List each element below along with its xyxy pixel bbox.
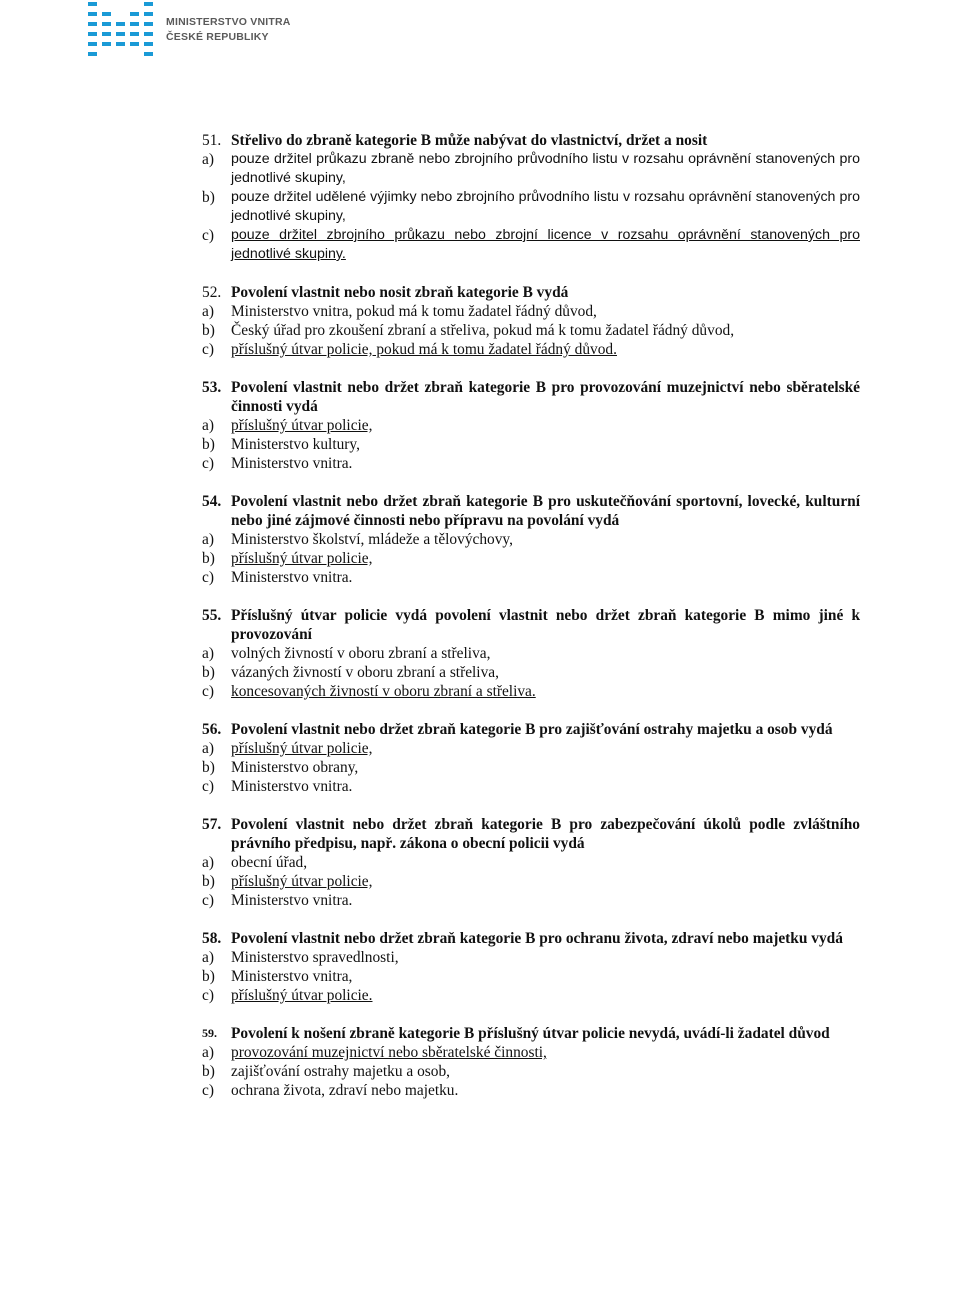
question-list <box>202 131 860 1119</box>
answer-text: pouze držitel udělené výjimky nebo zbrojního průvodního listu v rozsahu oprávnění stanovených pro jednotlivé skupiny, <box>231 189 860 224</box>
logo-line-1: MINISTERSTVO VNITRA <box>166 16 291 28</box>
logo-bar <box>88 42 97 46</box>
answer-letter: b) <box>202 1063 215 1080</box>
answer-option <box>202 530 860 549</box>
question-item <box>202 131 860 264</box>
question-text: Střelivo do zbraně kategorie B může nabývat do vlastnictví, držet a nosit <box>231 132 708 149</box>
answer-text: Ministerstvo kultury, <box>231 436 360 453</box>
answer-text: vázaných živností v oboru zbraní a střeliva, <box>231 664 499 681</box>
question-number: 56. <box>202 721 222 738</box>
question-number: 58. <box>202 930 222 947</box>
answer-option <box>202 454 860 473</box>
answer-text: Ministerstvo vnitra, <box>231 968 353 985</box>
logo-bar <box>102 22 111 26</box>
question-number: 55. <box>202 607 222 624</box>
answer-option <box>202 1081 860 1100</box>
answer-text: ochrana života, zdraví nebo majetku. <box>231 1082 459 1099</box>
logo-bars-icon <box>86 0 162 66</box>
logo-bar <box>116 32 125 36</box>
answer-text-correct: příslušný útvar policie, <box>231 550 373 567</box>
answer-text: obecní úřad, <box>231 854 308 871</box>
question-heading <box>202 1024 860 1043</box>
answer-text: Ministerstvo spravedlnosti, <box>231 949 399 966</box>
answer-text: Ministerstvo vnitra. <box>231 569 353 586</box>
question-text: Povolení vlastnit nebo držet zbraň kategorie B pro zabezpečování úkolů podle zvláštního právního předpisu, např. zákona o obecní policii vydá <box>231 816 860 852</box>
logo-line-2: ČESKÉ REPUBLIKY <box>166 31 269 43</box>
question-heading <box>202 815 860 853</box>
question-number: 54. <box>202 493 222 510</box>
answer-text: pouze držitel průkazu zbraně nebo zbrojního průvodního listu v rozsahu oprávnění stanovených pro jednotlivé skupiny, <box>231 151 860 186</box>
answer-option <box>202 967 860 986</box>
answer-letter: a) <box>202 1044 214 1061</box>
answer-text: Ministerstvo vnitra. <box>231 892 353 909</box>
question-item <box>202 815 860 910</box>
answer-option <box>202 302 860 321</box>
logo-bar <box>116 22 125 26</box>
answer-letter: c) <box>202 987 214 1004</box>
answer-letter: a) <box>202 854 214 871</box>
answer-option <box>202 226 860 264</box>
answer-letter: a) <box>202 645 214 662</box>
answer-letter: c) <box>202 892 214 909</box>
answer-option <box>202 435 860 454</box>
answer-letter: c) <box>202 455 214 472</box>
answer-option <box>202 416 860 435</box>
question-number: 59. <box>202 1026 217 1040</box>
answer-option <box>202 853 860 872</box>
question-number: 51. <box>202 132 222 149</box>
question-heading <box>202 492 860 530</box>
answer-option <box>202 682 860 701</box>
question-heading <box>202 378 860 416</box>
answer-letter: a) <box>202 740 214 757</box>
answer-text-correct: koncesovaných živností v oboru zbraní a střeliva. <box>231 683 536 700</box>
question-text: Povolení vlastnit nebo držet zbraň kategorie B pro provozování muzejnictví nebo sběratelské činnosti vydá <box>231 379 860 415</box>
logo-bar <box>88 12 97 16</box>
answer-option <box>202 872 860 891</box>
answer-letter: a) <box>202 303 214 320</box>
answer-letter: a) <box>202 531 214 548</box>
answer-letter: b) <box>202 759 215 776</box>
answer-text: Ministerstvo vnitra. <box>231 455 353 472</box>
answer-text-correct: příslušný útvar policie, pokud má k tomu žadatel řádný důvod. <box>231 341 617 358</box>
answer-option <box>202 1062 860 1081</box>
answer-text-correct: příslušný útvar policie, <box>231 417 373 434</box>
question-item <box>202 929 860 1005</box>
question-heading <box>202 720 860 739</box>
answer-letter: b) <box>202 436 215 453</box>
logo-bar <box>102 42 111 46</box>
question-item <box>202 492 860 587</box>
logo-bar <box>130 12 139 16</box>
answer-letter: c) <box>202 778 214 795</box>
answer-letter: a) <box>202 151 214 168</box>
answer-letter: b) <box>202 550 215 567</box>
answer-letter: a) <box>202 417 214 434</box>
answer-letter: c) <box>202 227 214 244</box>
answer-text-correct: příslušný útvar policie, <box>231 740 373 757</box>
answer-option <box>202 986 860 1005</box>
question-number: 53. <box>202 379 222 396</box>
answer-text: Ministerstvo vnitra. <box>231 778 353 795</box>
question-heading <box>202 283 860 302</box>
answer-text: Ministerstvo vnitra, pokud má k tomu žadatel řádný důvod, <box>231 303 597 320</box>
logo-bar <box>144 32 153 36</box>
logo-bar <box>144 12 153 16</box>
logo-bar <box>144 52 153 56</box>
answer-letter: a) <box>202 949 214 966</box>
answer-text-correct: pouze držitel zbrojního průkazu nebo zbrojní licence v rozsahu oprávnění stanovených pro jednotlivé skupiny. <box>231 227 860 262</box>
logo-bar <box>130 32 139 36</box>
answer-text: Český úřad pro zkoušení zbraní a střeliva, pokud má k tomu žadatel řádný důvod, <box>231 322 735 339</box>
answer-letter: c) <box>202 341 214 358</box>
question-text: Povolení k nošení zbraně kategorie B příslušný útvar policie nevydá, uvádí-li žadatel důvod <box>231 1025 830 1042</box>
logo-bar <box>116 42 125 46</box>
logo-bar <box>88 22 97 26</box>
logo-bar <box>144 22 153 26</box>
logo-text <box>166 15 291 45</box>
answer-letter: b) <box>202 664 215 681</box>
answer-option <box>202 758 860 777</box>
question-text: Příslušný útvar policie vydá povolení vlastnit nebo držet zbraň kategorie B mimo jiné k provozování <box>231 607 860 643</box>
answer-letter: c) <box>202 569 214 586</box>
logo-bar <box>144 42 153 46</box>
question-heading <box>202 606 860 644</box>
answer-text-correct: provozování muzejnictví nebo sběratelské činnosti, <box>231 1044 547 1061</box>
question-item <box>202 1024 860 1100</box>
answer-text: volných živností v oboru zbraní a střeliva, <box>231 645 491 662</box>
logo-bar <box>88 52 97 56</box>
logo-bar <box>102 32 111 36</box>
answer-option <box>202 150 860 188</box>
logo-bar <box>88 2 97 6</box>
question-item <box>202 378 860 473</box>
answer-option <box>202 549 860 568</box>
answer-letter: c) <box>202 1082 214 1099</box>
question-item <box>202 720 860 796</box>
question-text: Povolení vlastnit nebo držet zbraň kategorie B pro ochranu života, zdraví nebo majetku vydá <box>231 930 843 947</box>
logo-bar <box>88 32 97 36</box>
logo-bar <box>144 2 153 6</box>
answer-text: Ministerstvo obrany, <box>231 759 359 776</box>
question-heading <box>202 131 860 150</box>
answer-option <box>202 644 860 663</box>
question-item <box>202 283 860 359</box>
answer-option <box>202 188 860 226</box>
answer-option <box>202 777 860 796</box>
answer-option <box>202 1043 860 1062</box>
answer-text-correct: příslušný útvar policie. <box>231 987 373 1004</box>
answer-option <box>202 663 860 682</box>
question-number: 57. <box>202 816 222 833</box>
answer-option <box>202 321 860 340</box>
question-heading <box>202 929 860 948</box>
answer-letter: c) <box>202 683 214 700</box>
answer-letter: b) <box>202 873 215 890</box>
answer-text: zajišťování ostrahy majetku a osob, <box>231 1063 451 1080</box>
answer-letter: b) <box>202 322 215 339</box>
answer-text-correct: příslušný útvar policie, <box>231 873 373 890</box>
question-text: Povolení vlastnit nebo držet zbraň kategorie B pro uskutečňování sportovní, lovecké, kulturní nebo jiné zájmové činnosti nebo přípravu na povolání vydá <box>231 493 860 529</box>
answer-option <box>202 739 860 758</box>
answer-text: Ministerstvo školství, mládeže a tělovýchovy, <box>231 531 513 548</box>
question-text: Povolení vlastnit nebo nosit zbraň kategorie B vydá <box>231 284 569 301</box>
question-text: Povolení vlastnit nebo držet zbraň kategorie B pro zajišťování ostrahy majetku a osob vydá <box>231 721 833 738</box>
answer-option <box>202 948 860 967</box>
answer-letter: b) <box>202 189 215 206</box>
answer-option <box>202 568 860 587</box>
logo-bar <box>130 22 139 26</box>
question-number: 52. <box>202 284 222 301</box>
ministry-logo <box>86 0 291 66</box>
answer-option <box>202 891 860 910</box>
logo-bar <box>130 42 139 46</box>
answer-letter: b) <box>202 968 215 985</box>
answer-option <box>202 340 860 359</box>
question-item <box>202 606 860 701</box>
logo-bar <box>102 12 111 16</box>
